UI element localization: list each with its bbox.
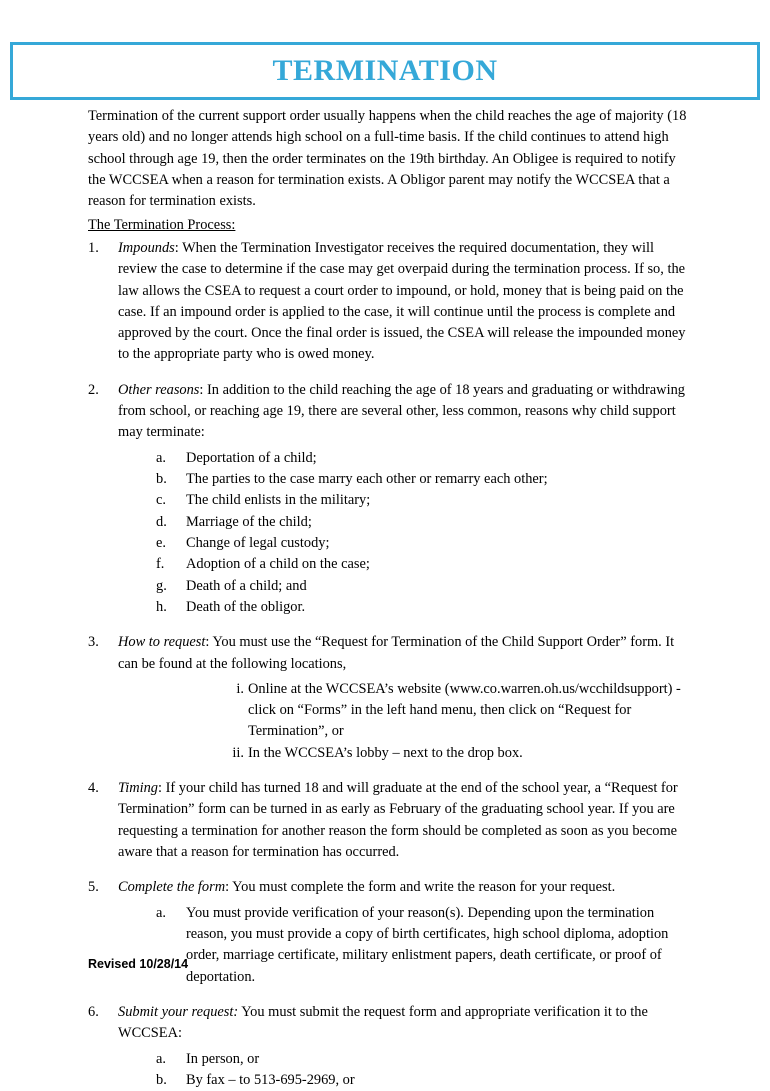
list-marker: 2.: [88, 380, 110, 401]
sub-list-item: [118, 448, 688, 469]
sub-list-item: [118, 597, 688, 618]
title-banner: [10, 42, 760, 100]
sub-list-item: [118, 554, 688, 575]
list-item-1: [88, 238, 688, 366]
sub-list-text: Marriage of the child;: [186, 514, 312, 530]
list-item-text: You must submit the request form and appropriate verification it to the WCCSEA:: [118, 1004, 648, 1041]
list-item-text: : You must complete the form and write the reason for your request.: [225, 879, 615, 895]
sub-list-marker: ii.: [216, 743, 244, 764]
list-item-4: [88, 778, 688, 863]
sub-list-text: In the WCCSEA’s lobby – next to the drop box.: [248, 745, 523, 761]
sub-list-item: [118, 533, 688, 554]
sub-list-text: The parties to the case marry each other or remarry each other;: [186, 471, 548, 487]
list-marker: 5.: [88, 877, 110, 898]
list-marker: 1.: [88, 238, 110, 259]
list-item-lead: Timing: [118, 780, 158, 796]
sub-list-marker: h.: [156, 597, 180, 618]
list-item-text: : You must use the “Request for Termination of the Child Support Order” form. It can be found at the following locations,: [118, 634, 674, 671]
list-item-text: : If your child has turned 18 and will graduate at the end of the school year, a “Request for Termination” form can be turned in as early as February of the graduating school year. If you are requesting a termination for another reason the form should be completed as soon as you become aware that a reason for termination has occurred.: [118, 780, 678, 860]
list-item-2: [88, 380, 688, 618]
list-item-6: [88, 1002, 688, 1091]
sub-list-marker: a.: [156, 903, 180, 924]
sub-list-marker: b.: [156, 469, 180, 490]
list-item-5: [88, 877, 688, 988]
revision-footer: Revised 10/28/14: [88, 957, 188, 971]
sub-list-text: Adoption of a child on the case;: [186, 556, 370, 572]
sub-list-marker: a.: [156, 448, 180, 469]
list-item-text: : When the Termination Investigator receives the required documentation, they will review the case to determine if the case may get overpaid during the termination process. If so, the law allows the CSEA to request a court order to impound, or hold, money that is being paid on the case. If an impound order is applied to the case, it will continue until the process is complete and approved by the court. Once the final order is issued, the CSEA will release the impounded money to the appropriate party who is owed money.: [118, 240, 686, 363]
sub-list-alpha-2: [118, 448, 688, 619]
sub-list-text: Change of legal custody;: [186, 535, 329, 551]
sub-list-item: [118, 576, 688, 597]
list-item-lead: Other reasons: [118, 382, 199, 398]
sub-list-marker: c.: [156, 490, 180, 511]
sub-list-marker: e.: [156, 533, 180, 554]
sub-list-item: [118, 490, 688, 511]
sub-list-item: [118, 1049, 688, 1070]
list-item-text: : In addition to the child reaching the age of 18 years and graduating or withdrawing from school, or reaching age 19, there are several other, less common, reasons why child support may terminate:: [118, 382, 685, 441]
list-item-lead: Complete the form: [118, 879, 225, 895]
list-item-lead: How to request: [118, 634, 205, 650]
sub-list-text: You must provide verification of your reason(s). Depending upon the termination reason, you must provide a copy of birth certificates, high school diploma, adoption order, marriage certificate, military enlistment papers, death certificate, or proof of deportation.: [186, 905, 668, 985]
sub-list-roman-3: [118, 679, 688, 764]
sub-list-item: [118, 512, 688, 533]
sub-list-marker: a.: [156, 1049, 180, 1070]
page-title: TERMINATION: [273, 54, 498, 88]
sub-list-text: Death of the obligor.: [186, 599, 305, 615]
sub-list-item: [118, 679, 688, 743]
list-item-lead: Submit your request:: [118, 1004, 238, 1020]
list-marker: 3.: [88, 632, 110, 653]
list-item-lead: Impounds: [118, 240, 175, 256]
sub-list-marker: d.: [156, 512, 180, 533]
sub-list-marker: f.: [156, 554, 180, 575]
sub-list-item: [118, 1070, 688, 1091]
sub-list-item: [118, 469, 688, 490]
list-marker: 4.: [88, 778, 110, 799]
document-body: [88, 106, 688, 1091]
sub-list-alpha-6: [118, 1049, 688, 1091]
sub-list-text: The child enlists in the military;: [186, 492, 370, 508]
sub-list-item: [118, 903, 688, 988]
sub-list-marker: i.: [216, 679, 244, 700]
sub-list-alpha-5: [118, 903, 688, 988]
section-heading: The Termination Process:: [88, 215, 688, 236]
intro-paragraph: Termination of the current support order usually happens when the child reaches the age of majority (18 years old) and no longer attends high school on a full-time basis. If the child continues to attend high school through age 19, then the order terminates on the 19th birthday. An Obligee is required to notify the WCCSEA when a reason for termination exists. A Obligor parent may notify the WCCSEA that a reason for termination exists.: [88, 106, 688, 213]
sub-list-text: In person, or: [186, 1051, 259, 1067]
sub-list-text: Online at the WCCSEA’s website (www.co.warren.oh.us/wcchildsupport) - click on “Forms” in the left hand menu, then click on “Request for Termination”, or: [248, 681, 681, 740]
list-item-3: [88, 632, 688, 764]
sub-list-text: By fax – to 513-695-2969, or: [186, 1072, 355, 1088]
sub-list-text: Deportation of a child;: [186, 450, 317, 466]
sub-list-marker: g.: [156, 576, 180, 597]
sub-list-marker: b.: [156, 1070, 180, 1091]
list-marker: 6.: [88, 1002, 110, 1023]
sub-list-text: Death of a child; and: [186, 578, 307, 594]
sub-list-item: [118, 743, 688, 764]
